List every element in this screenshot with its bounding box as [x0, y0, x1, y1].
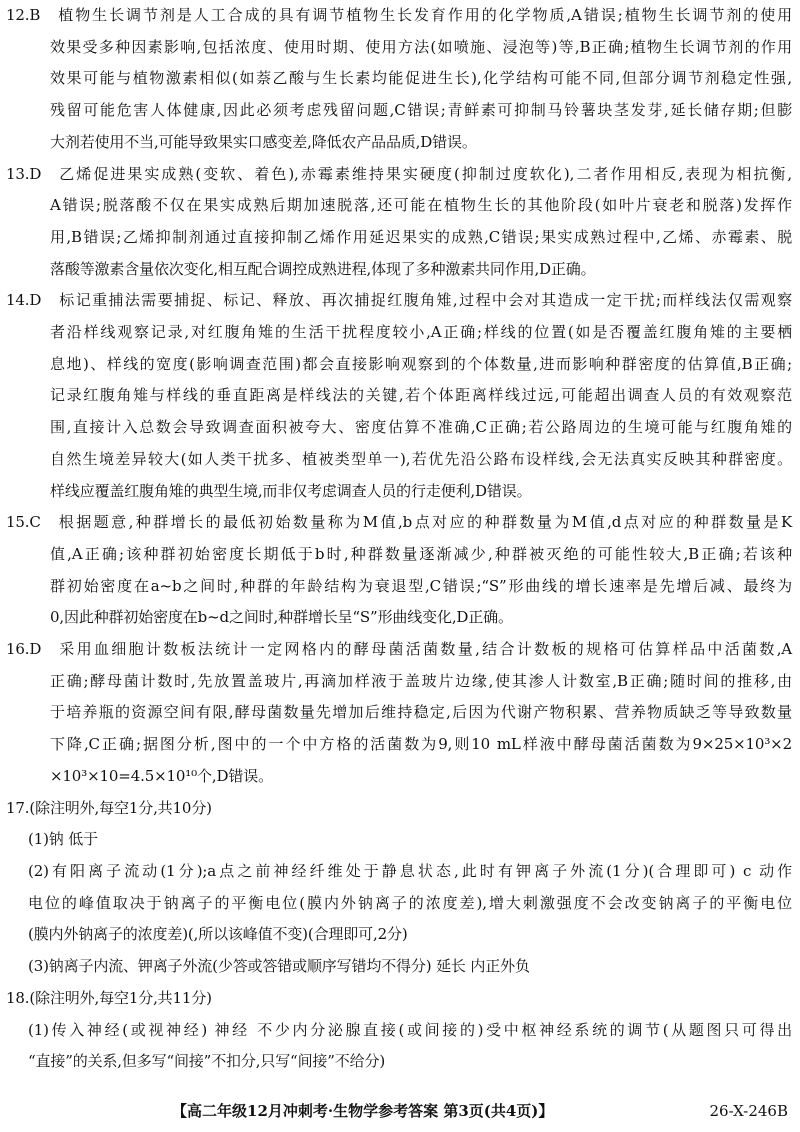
answer-line: 效果受多种因素影响,包括浓度、使用时期、使用方法(如喷施、浸泡等)等,B正确;植物生长调节剂的作用 [50, 37, 792, 56]
answer-text [41, 634, 792, 666]
answer-line: 乙烯促进果实成熟(变软、着色),赤霉素维持果实硬度(抑制过度软化),二者作用相反,表现为相抗衡, [59, 164, 792, 183]
answer-17-title: 17.(除注明外,每空1分,共10分) [6, 798, 212, 817]
answer-number: 12.B [6, 6, 41, 24]
answer-line: 大剂若使用不当,可能导致果实口感变差,降低农产品品质,D错误。 [50, 132, 477, 151]
answer-16 [6, 634, 792, 666]
answer-13 [6, 159, 792, 191]
footer-title: 【高二年级12月冲刺考·生物学参考答案 第3页(共4页)】 [172, 1102, 554, 1120]
answer-17-part-2-line: 电位的峰值取决于钠离子的平衡电位(膜内外钠离子的浓度差),增大刺激强度不会改变钠离子的平衡电位 [28, 893, 792, 912]
answer-number: 15.C [6, 513, 41, 532]
answer-15 [6, 507, 792, 539]
answer-12 [6, 0, 792, 32]
answer-line: 下降,C正确;据图分析,图中的一个中方格的活菌数为9,则10 mL样液中酵母菌活菌数为9×25×10³×2 [50, 735, 792, 754]
page-footer [0, 1097, 800, 1125]
footer-code: 26-X-246B [709, 1102, 788, 1120]
answer-line: 样线应覆盖红腹角雉的典型生境,而非仅考虑调查人员的行走便利,D错误。 [50, 481, 532, 500]
answer-line: 用,B错误;乙烯抑制剂通过直接抑制乙烯作用延迟果实的成熟,C错误;果实成熟过程中,乙烯、赤霉素、脱 [50, 227, 792, 246]
answer-line: 效果可能与植物激素相似(如萘乙酸与生长素均能促进生长),化学结构可能不同,但部分调节剂稳定性强, [50, 69, 792, 88]
answer-18-title: 18.(除注明外,每空1分,共11分) [6, 988, 212, 1007]
answer-17-part-2-line: (膜内外钠离子的浓度差)(,所以该峰值不变)(合理即可,2分) [28, 925, 408, 944]
answer-17-part-2-line: (2)有阳离子流动(1分);a点之前神经纤维处于静息状态,此时有钾离子外流(1分)(合理即可) c 动作 [28, 861, 792, 880]
answer-line: 正确;酵母菌计数时,先放置盖玻片,再滴加样液于盖玻片边缘,使其渗人计数室,B正确;随时间的推移,由 [50, 671, 792, 690]
answer-line: 残留可能危害人体健康,因此必须考虑残留问题,C错误;青鲜素可抑制马铃薯块茎发芽,延长储存期;但膨 [50, 101, 792, 120]
answer-18-part-1-line: “直接”的关系,但多写“间接”不扣分,只写“间接”不给分) [28, 1052, 386, 1071]
answer-line: 于培养瓶的资源空间有限,酵母菌数量先增加后维持稳定,后因为代谢产物积累、营养物质缺乏等导致数量 [50, 703, 792, 722]
answer-line: 记录红腹角雉与样线的垂直距离是样线法的关键,若个体距离样线过远,可能超出调查人员的有效观察范 [50, 386, 792, 405]
answer-17-part-3: (3)钠离子内流、钾离子外流(少答或答错或顺序写错均不得分) 延长 内正外负 [28, 957, 530, 976]
answer-line: 植物生长调节剂是人工合成的具有调节植物生长发育作用的化学物质,A错误;植物生长调节剂的使用 [58, 6, 792, 24]
answer-line: 者沿样线观察记录,对红腹角雉的生活干扰程度较小,A正确;样线的位置(如是否覆盖红腹角雉的主要栖 [50, 323, 792, 342]
answer-line: 0,因此种群初始密度在b~d之间时,种群增长呈“S”形曲线变化,D正确。 [50, 608, 513, 627]
answer-line: 自然生境差异较大(如人类干扰多、植被类型单一),若优先沿公路布设样线,会无法真实反映其种群密度。 [50, 449, 792, 468]
answer-text [41, 507, 792, 539]
answer-line: 根据题意,种群增长的最低初始数量称为M值,b点对应的种群数量为M值,d点对应的种群数量是K [58, 513, 792, 532]
answer-line: 标记重捕法需要捕捉、标记、释放、再次捕捉红腹角雉,过程中会对其造成一定干扰;而样线法仅需观察 [59, 291, 792, 310]
answer-content [6, 0, 792, 1078]
answer-line: ×10³×10=4.5×10¹⁰个,D错误。 [50, 766, 273, 785]
answer-17-part-1: (1)钠 低于 [28, 830, 98, 849]
answer-text [41, 285, 792, 317]
answer-line: 落酸等激素含量依次变化,相互配合调控成熟进程,体现了多种激素共同作用,D正确。 [50, 259, 596, 278]
answer-18-part-1-line: (1)传入神经(或视神经) 神经 不少内分泌腺直接(或间接的)受中枢神经系统的调节(从题图只可得出 [28, 1020, 792, 1039]
answer-number: 14.D [6, 291, 42, 310]
answer-text [41, 159, 792, 191]
answer-line: 围,直接计入总数会导致调查面积被夸大、密度估算不准确,C正确;若公路周边的生境可能与红腹角雉的 [50, 418, 792, 437]
answer-14 [6, 285, 792, 317]
answer-line: 群初始密度在a~b之间时,种群的年龄结构为衰退型,C错误;“S”形曲线的增长速率是先增后减、最终为 [50, 576, 792, 595]
answer-line: 值,A正确;该种群初始密度长期低于b时,种群数量逐渐减少,种群被灭绝的可能性较大,B正确;若该种 [50, 544, 792, 563]
answer-line: A错误;脱落酸不仅在果实成熟后期加速脱落,还可能在植物生长的其他阶段(如叶片衰老和脱落)发挥作 [50, 196, 792, 215]
answer-number: 16.D [6, 640, 42, 659]
answer-line: 息地)、样线的宽度(影响调查范围)都会直接影响观察到的个体数量,进而影响种群密度的估算值,B正确; [50, 354, 792, 373]
answer-line: 采用血细胞计数板法统计一定网格内的酵母菌活菌数量,结合计数板的规格可估算样品中活菌数,A [59, 640, 792, 659]
answer-number: 13.D [6, 164, 42, 183]
answer-text [40, 0, 792, 32]
